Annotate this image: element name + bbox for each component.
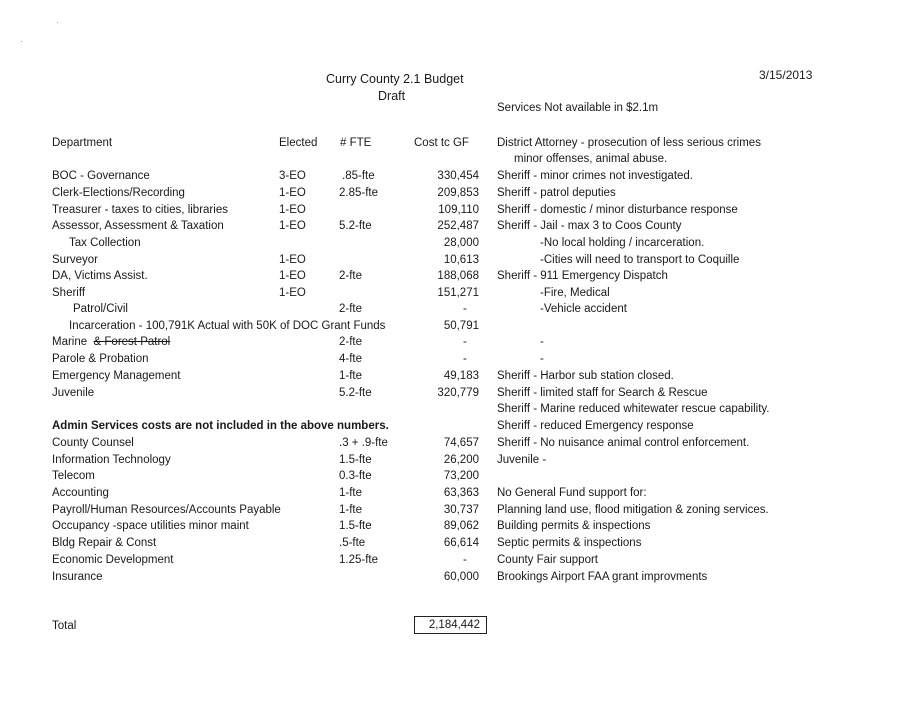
cost-cell: - (463, 554, 467, 566)
department-name: Incarceration - 100,791K Actual with 50K of DOC Grant Funds (69, 320, 386, 332)
cost-cell: 252,487 (437, 220, 479, 232)
admin-name: County Counsel (52, 437, 134, 449)
service-item: Sheriff - patrol deputies (497, 187, 616, 199)
department-name: BOC - Governance (52, 170, 150, 182)
department-name: Surveyor (52, 254, 99, 266)
cost-cell: 320,779 (437, 387, 479, 399)
scan-speck (21, 41, 22, 42)
department-name: Emergency Management (52, 370, 181, 382)
admin-name: Payroll/Human Resources/Accounts Payable (52, 504, 281, 516)
service-item: County Fair support (497, 554, 598, 566)
service-item: Sheriff - reduced Emergency response (497, 420, 694, 432)
cost-cell: 26,200 (443, 454, 479, 466)
cost-cell: 28,000 (443, 237, 479, 249)
cost-cell: 151,271 (437, 287, 479, 299)
admin-name: Occupancy -space utilities minor maint (52, 520, 249, 532)
cost-cell: - (463, 353, 467, 365)
fte-cell: 5.2-fte (339, 387, 372, 399)
admin-note: Admin Services costs are not included in the above numbers. (52, 420, 389, 432)
service-item: Sheriff - limited staff for Search & Rescue (497, 387, 708, 399)
service-item: -No local holding / incarceration. (540, 237, 705, 249)
admin-name: Accounting (52, 487, 109, 499)
cost-cell: 330,454 (437, 170, 479, 182)
cost-cell: - (463, 303, 467, 315)
elected-cell: 1-EO (279, 254, 306, 266)
service-item: Sheriff - Harbor sub station closed. (497, 370, 674, 382)
service-item: Brookings Airport FAA grant improvments (497, 571, 708, 583)
fte-cell: 1-fte (339, 370, 363, 382)
service-item: Septic permits & inspections (497, 537, 642, 549)
service-item: Sheriff - No nuisance animal control enforcement. (497, 437, 750, 449)
cost-cell: - (463, 336, 467, 348)
service-item: Building permits & inspections (497, 520, 651, 532)
department-name: Clerk-Elections/Recording (52, 187, 185, 199)
fte-cell: .5-fte (339, 537, 366, 549)
elected-cell: 1-EO (279, 270, 306, 282)
fte-cell: 1.25-fte (339, 554, 378, 566)
fte-cell: 1-fte (339, 504, 363, 516)
elected-cell: 1-EO (279, 287, 306, 299)
fte-cell: 2-fte (339, 270, 363, 282)
fte-cell: .3 + .9-fte (339, 437, 388, 449)
department-name: Juvenile (52, 387, 95, 399)
cost-cell: 10,613 (443, 254, 479, 266)
column-elected: Elected (279, 137, 318, 149)
service-item: minor offenses, animal abuse. (514, 153, 668, 165)
service-item: Sheriff - 911 Emergency Dispatch (497, 270, 668, 282)
cost-cell: 188,068 (437, 270, 479, 282)
service-item: Sheriff - Jail - max 3 to Coos County (497, 220, 682, 232)
service-item: Sheriff - Marine reduced whitewater rescue capability. (497, 403, 770, 415)
document-title: Curry County 2.1 Budget (326, 72, 464, 86)
fte-cell: 1.5-fte (339, 520, 372, 532)
cost-cell: 60,000 (443, 571, 479, 583)
fte-cell: 5.2-fte (339, 220, 372, 232)
column-fte: # FTE (340, 137, 372, 149)
service-item: - (540, 336, 544, 348)
admin-name: Information Technology (52, 454, 171, 466)
scan-speck (57, 22, 58, 23)
service-item: Planning land use, flood mitigation & zoning services. (497, 504, 769, 516)
fte-cell: 2-fte (339, 303, 363, 315)
service-item: - (540, 353, 544, 365)
total-value: 2,184,442 (414, 616, 487, 634)
fte-cell: 4-fte (339, 353, 363, 365)
department-name: Sheriff (52, 287, 86, 299)
admin-name: Bldg Repair & Const (52, 537, 157, 549)
service-item: Sheriff - domestic / minor disturbance response (497, 204, 738, 216)
document-date: 3/15/2013 (759, 68, 813, 82)
service-item: Sheriff - minor crimes not investigated. (497, 170, 694, 182)
cost-cell: 109,110 (438, 204, 479, 216)
cost-cell: 49,183 (443, 370, 479, 382)
elected-cell: 1-EO (279, 204, 306, 216)
service-item: No General Fund support for: (497, 487, 647, 499)
service-item: Juvenile - (497, 454, 547, 466)
cost-cell: 50,791 (443, 320, 479, 332)
department-name: Parole & Probation (52, 353, 149, 365)
admin-name: Telecom (52, 470, 95, 482)
cost-cell: 209,853 (437, 187, 479, 199)
services-heading: Services Not available in $2.1m (497, 102, 659, 114)
department-name: Assessor, Assessment & Taxation (52, 220, 224, 232)
department-name-text: Marine (52, 336, 88, 348)
cost-cell: 66,614 (443, 537, 479, 549)
fte-cell: 2-fte (339, 336, 363, 348)
cost-cell: 73,200 (443, 470, 479, 482)
fte-cell: 1.5-fte (339, 454, 372, 466)
service-item: -Cities will need to transport to Coquille (540, 254, 740, 266)
department-name (52, 335, 170, 349)
department-name: Tax Collection (69, 237, 141, 249)
department-name: Treasurer - taxes to cities, libraries (52, 204, 228, 216)
cost-cell: 89,062 (443, 520, 479, 532)
fte-cell: 0.3-fte (339, 470, 372, 482)
fte-cell: .85-fte (342, 170, 375, 182)
fte-cell: 1-fte (339, 487, 363, 499)
cost-cell: 63,363 (443, 487, 479, 499)
department-name: DA, Victims Assist. (52, 270, 148, 282)
elected-cell: 1-EO (279, 187, 306, 199)
cost-cell: 30,737 (443, 504, 479, 516)
elected-cell: 1-EO (279, 220, 306, 232)
document-subtitle: Draft (378, 89, 406, 103)
service-item: -Fire, Medical (540, 287, 610, 299)
cost-cell: 74,657 (443, 437, 479, 449)
admin-name: Economic Development (52, 554, 174, 566)
department-name: Patrol/Civil (73, 303, 128, 315)
elected-cell: 3-EO (279, 170, 306, 182)
column-cost: Cost tc GF (414, 137, 469, 149)
fte-cell: 2.85-fte (339, 187, 378, 199)
total-label: Total (52, 620, 77, 632)
admin-name: Insurance (52, 571, 103, 583)
service-item: -Vehicle accident (540, 303, 627, 315)
struck-text: & Forest Patrol (93, 336, 171, 348)
column-department: Department (52, 137, 113, 149)
service-item: District Attorney - prosecution of less serious crimes (497, 137, 761, 149)
